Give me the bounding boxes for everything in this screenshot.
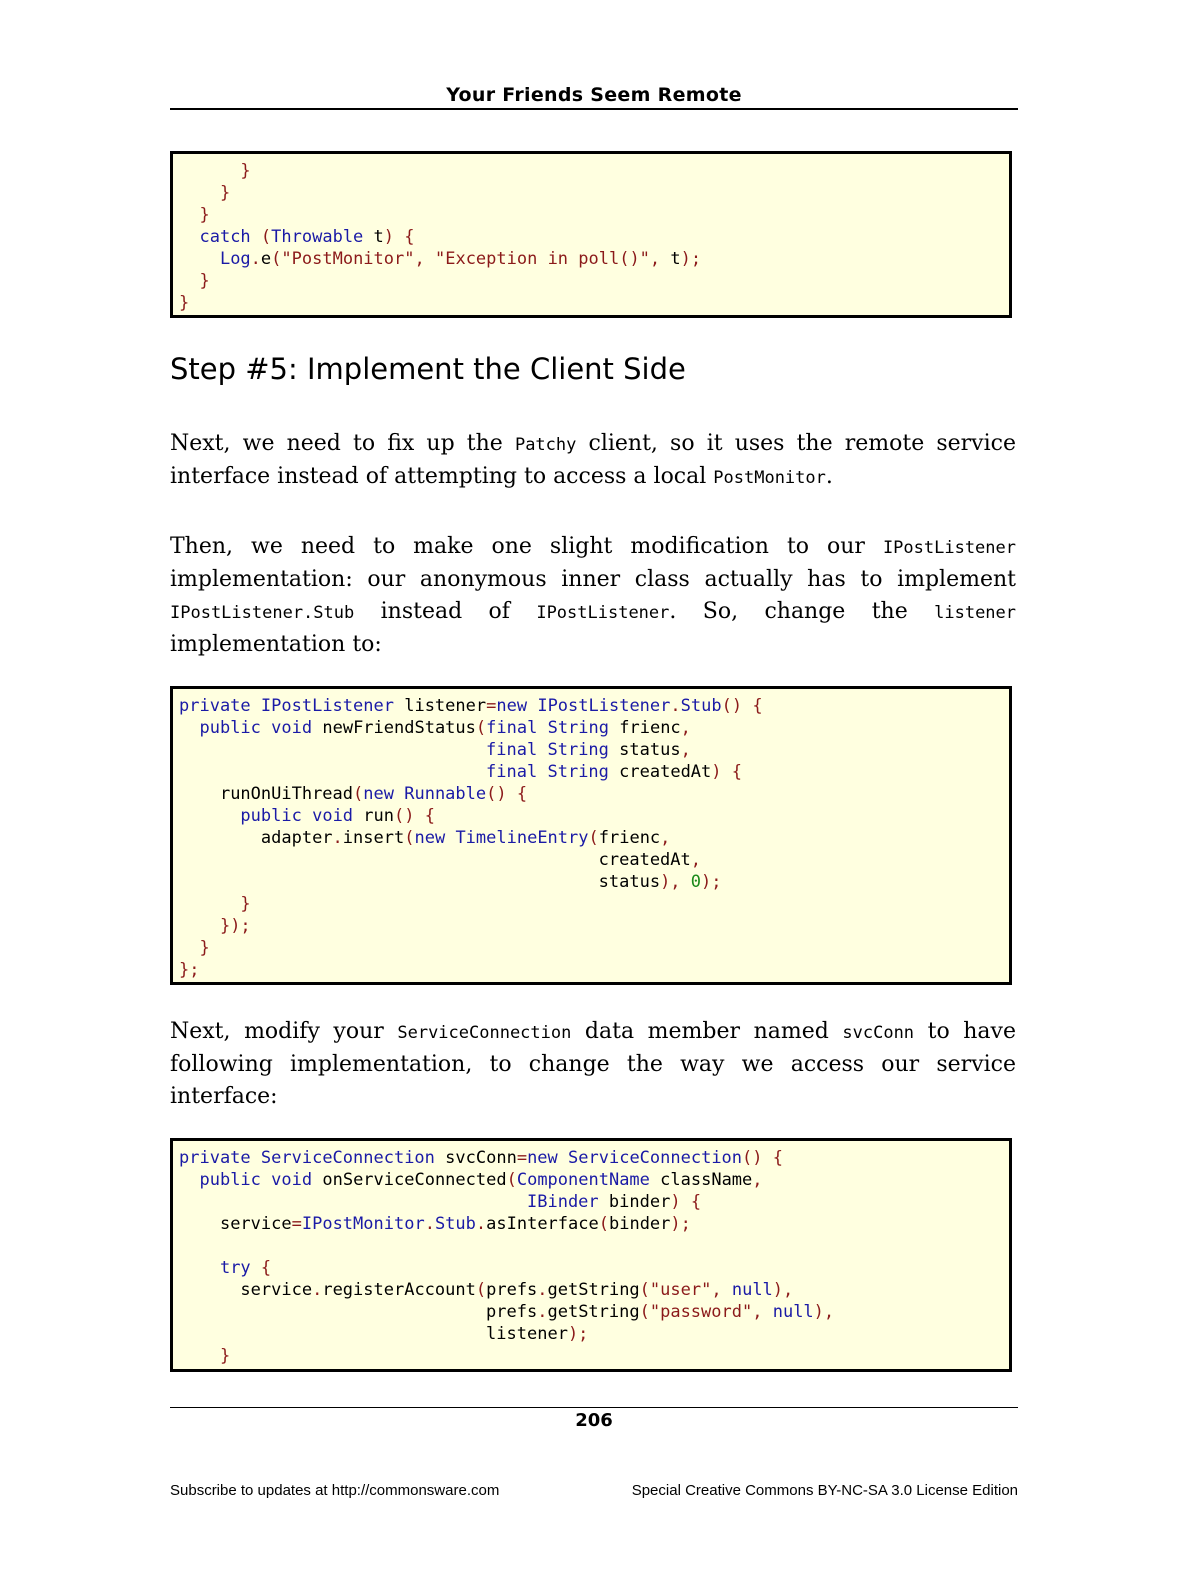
code-line: private ServiceConnection svcConn=new ServiceConnection() { bbox=[179, 1148, 784, 1168]
code-line: } bbox=[179, 293, 190, 313]
inline-code-svcconn: svcConn bbox=[842, 1023, 915, 1043]
inline-code-ipostlistener-stub: IPostListener.Stub bbox=[170, 603, 355, 623]
code-line: } bbox=[199, 271, 210, 291]
para1-text-1: Next, we need to fix up the bbox=[170, 431, 515, 456]
code-line: try { bbox=[219, 1258, 272, 1278]
inline-code-ipostlistener-2: IPostListener bbox=[536, 603, 670, 623]
code-line: createdAt, bbox=[598, 850, 702, 870]
page-number: 206 bbox=[575, 1410, 613, 1431]
inline-code-patchy: Patchy bbox=[514, 435, 577, 455]
para2-text-1: Then, we need to make one slight modification to our bbox=[170, 534, 883, 559]
code-block-svcconn bbox=[170, 1138, 1012, 1372]
code-line: status), 0); bbox=[598, 872, 722, 892]
code-line: catch (Throwable t) { bbox=[199, 227, 415, 247]
code-block-poll-catch bbox=[170, 151, 1012, 318]
code-line: } bbox=[219, 1346, 231, 1366]
code-line: } bbox=[240, 161, 251, 181]
running-header: Your Friends Seem Remote bbox=[446, 84, 742, 106]
para2-text-5: implementation to: bbox=[170, 632, 382, 657]
para3-text-1: Next, modify your bbox=[170, 1019, 398, 1044]
para2-text-2: implementation: our anonymous inner class actually has to implement bbox=[170, 567, 1016, 592]
code-line: public void onServiceConnected(ComponentName className, bbox=[199, 1170, 763, 1190]
code-line: Log.e("PostMonitor", "Exception in poll()", t); bbox=[219, 249, 702, 269]
code-line: public void newFriendStatus(final String frienc, bbox=[199, 718, 691, 738]
paragraph-service-connection bbox=[170, 1016, 1016, 1113]
code-block-listener bbox=[170, 686, 1012, 985]
footer-rule bbox=[170, 1407, 1018, 1408]
code-line: final String status, bbox=[486, 740, 691, 760]
paragraph-listener-change bbox=[170, 531, 1016, 661]
code-line: listener); bbox=[486, 1324, 589, 1344]
para3-text-3: to have following implementation, to change the way we access our service interface: bbox=[170, 1019, 1016, 1109]
code-line: } bbox=[219, 183, 231, 203]
footer-subscribe-text: Subscribe to updates at http://commonsware.com bbox=[170, 1482, 500, 1499]
section-heading: Step #5: Implement the Client Side bbox=[170, 352, 686, 386]
code-line: }; bbox=[179, 960, 200, 980]
para2-text-4: . So, change the bbox=[669, 599, 935, 624]
paragraph-client-fix bbox=[170, 428, 1016, 494]
para1-text-3: . bbox=[825, 464, 833, 489]
code-line: runOnUiThread(new Runnable() { bbox=[219, 784, 528, 804]
para3-text-2: data member named bbox=[571, 1019, 843, 1044]
para1-text-2: client, so it uses the remote service interface instead of attempting to access a local bbox=[170, 431, 1016, 489]
code-line: service.registerAccount(prefs.getString("user", null), bbox=[240, 1280, 794, 1300]
code-line: } bbox=[240, 894, 251, 914]
inline-code-ipostlistener: IPostListener bbox=[882, 538, 1016, 558]
code-line: IBinder binder) { bbox=[527, 1192, 702, 1212]
code-line: service=IPostMonitor.Stub.asInterface(binder); bbox=[219, 1214, 691, 1234]
code-line: }); bbox=[219, 916, 251, 936]
code-line: } bbox=[199, 938, 210, 958]
code-line: prefs.getString("password", null), bbox=[486, 1302, 835, 1322]
code-line: final String createdAt) { bbox=[486, 762, 743, 782]
inline-code-postmonitor: PostMonitor bbox=[713, 468, 826, 488]
footer-license-text: Special Creative Commons BY-NC-SA 3.0 License Edition bbox=[631, 1482, 1018, 1499]
code-line: adapter.insert(new TimelineEntry(frienc, bbox=[260, 828, 671, 848]
code-line: public void run() { bbox=[240, 806, 435, 826]
header-rule bbox=[170, 108, 1018, 110]
code-line: private IPostListener listener=new IPostListener.Stub() { bbox=[179, 696, 763, 716]
code-line: } bbox=[199, 205, 210, 225]
para2-text-3: instead of bbox=[354, 599, 537, 624]
inline-code-listener: listener bbox=[934, 603, 1017, 623]
code-line bbox=[179, 1235, 1009, 1257]
inline-code-serviceconnection: ServiceConnection bbox=[397, 1023, 572, 1043]
